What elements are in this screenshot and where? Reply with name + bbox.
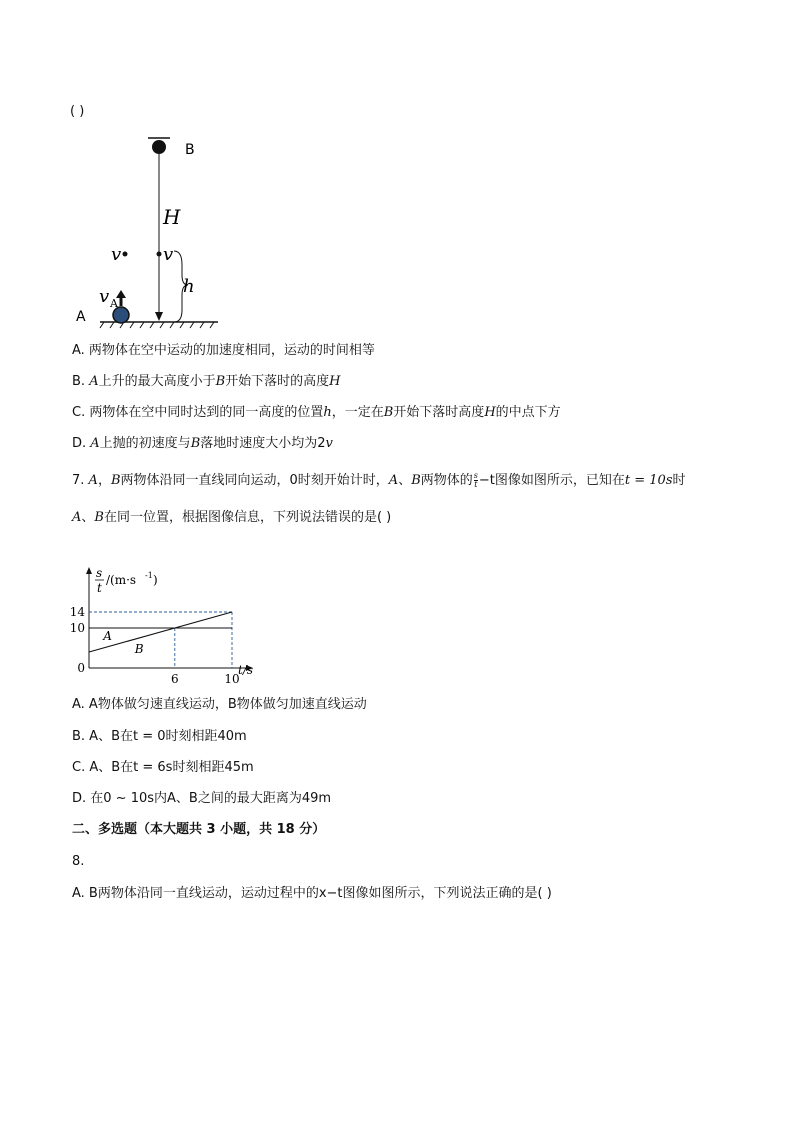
label-v-right: v: [163, 244, 174, 265]
label-b: B: [185, 142, 195, 158]
y-axis-arrow: [86, 567, 92, 574]
falling-objects-figure: [70, 130, 230, 330]
ylabel-close: ): [153, 573, 158, 587]
label-h-big: H: [163, 205, 181, 229]
ylabel-num: s: [96, 566, 103, 580]
ball-b: [152, 140, 166, 154]
xlabel: t/s: [238, 663, 254, 677]
q7-option-a: A. A物体做匀速直线运动，B物体做匀加速直线运动: [72, 697, 367, 712]
q7-option-b: B. A、B在t = 0时刻相距40m: [72, 729, 247, 744]
ylabel-exp: -1: [145, 571, 153, 580]
q7-option-d: D. 在0 ~ 10s内A、B之间的最大距离为49m: [72, 791, 332, 806]
q6-option-b: B. A上升的最大高度小于B开始下落时的高度H: [72, 374, 341, 389]
st-chart: [70, 562, 270, 687]
label-v-left: v: [111, 244, 122, 265]
x-tick-label-6: 6: [170, 672, 179, 686]
q7-stem-line1: 7. A，B两物体沿同一直线同向运动，0时刻开始计时，A、B两物体的 $\frac{s}{t}$ −t图像如图所示，已知在t = 10s时: [72, 471, 686, 489]
series-b-label: B: [134, 642, 144, 657]
q8-stem: A. B两物体沿同一直线运动，运动过程中的x−t图像如图所示，下列说法正确的是( ): [72, 886, 552, 901]
q6-option-a: A. 两物体在空中运动的加速度相同，运动的时间相等: [72, 343, 375, 358]
label-h-small: h: [183, 276, 195, 297]
dot-right: [157, 252, 162, 257]
ylabel-unit: /(m·s: [106, 573, 137, 587]
y-tick-label-0: 0: [77, 661, 85, 675]
ground-hatch: [100, 322, 214, 328]
q8-number: 8.: [72, 854, 85, 869]
y-tick-label-14: 14: [70, 605, 85, 619]
label-va: v: [99, 286, 110, 307]
section-title-multi-choice: 二、多选题（本大题共 3 小题，共 18 分）: [72, 822, 326, 837]
dot-left: [123, 252, 128, 257]
q7-fraction: $\frac{s}{t}$: [473, 471, 478, 489]
series-a-label: A: [103, 629, 112, 643]
label-a: A: [76, 309, 86, 325]
answer-bracket: ( ): [70, 104, 85, 119]
q6-option-c: C. 两物体在空中同时达到的同一高度的位置h，一定在B开始下落时高度H的中点下方: [72, 405, 561, 420]
q7-stem-line2: A、B在同一位置，根据图像信息，下列说法错误的是( ): [72, 510, 392, 525]
ylabel-den: t: [97, 581, 102, 595]
label-va-sub: A: [110, 297, 118, 310]
y-tick-label-10: 10: [70, 621, 85, 635]
x-tick-label-10: 10: [224, 672, 240, 686]
fall-arrow-head: [155, 312, 163, 321]
q6-option-d: D. A上抛的初速度与B落地时速度大小均为2v: [72, 436, 333, 451]
q7-option-c: C. A、B在t = 6s时刻相距45m: [72, 760, 254, 775]
